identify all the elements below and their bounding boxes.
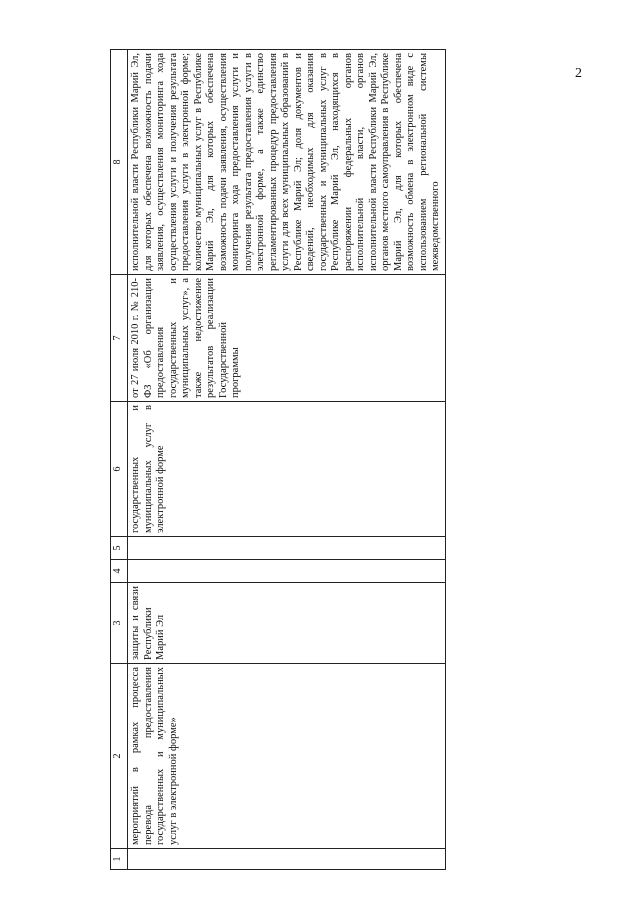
header-cell-8: 8 [111,50,128,275]
rotated-page [108,53,588,880]
header-cell-4: 4 [111,560,128,583]
cell-col7: от 27 июля 2010 г. № 210-ФЗ «Об организации предоставления государственных и муниципальных услуг», а также недостижение результатов реализации Государственной программы [128,275,446,402]
cell-col4 [128,560,446,583]
cell-col8: исполнительной власти Республики Марий Эл, для которых обеспечена возможность подачи заявления, осуществления мониторинга хода осуществления услуги и получения результата предоставления услуги в электронной форме; количество муниципальных услуг в Республике Марий Эл, для которых обеспечена возможность подачи заявления, осуществления мониторинга хода предоставления услуги и получения результата предоставления услуги в электронной форме, а также единство регламентированных процедур предоставления услуги для всех муниципальных образований в Республике Марий Эл; доля документов и сведений, необходимых для оказания государственных и муниципальных услуг в Республике Марий Эл, находящихся в распоряжении федеральных органов исполнительной власти, органов исполнительной власти Республики Марий Эл, органов местного самоуправления в Республике Марий Эл, для которых обеспечена возможность обмена в электронном виде с использованием региональной системы межведомственного [128,50,446,275]
program-table [110,49,446,870]
cell-col6: государственных и муниципальных услуг в электронной форме [128,402,446,537]
header-cell-7: 7 [111,275,128,402]
table-row [128,50,446,870]
cell-col1 [128,849,446,870]
header-cell-3: 3 [111,583,128,664]
header-cell-2: 2 [111,664,128,849]
header-cell-5: 5 [111,537,128,560]
header-cell-6: 6 [111,402,128,537]
header-row [111,50,128,870]
header-cell-1: 1 [111,849,128,870]
cell-col3: защиты и связи Республики Марий Эл [128,583,446,664]
page-number: 2 [575,66,582,81]
cell-col5 [128,537,446,560]
cell-col2: мероприятий в рамках процесса перевода предоставления государственных и муниципальных услуг в электронной форме» [128,664,446,849]
